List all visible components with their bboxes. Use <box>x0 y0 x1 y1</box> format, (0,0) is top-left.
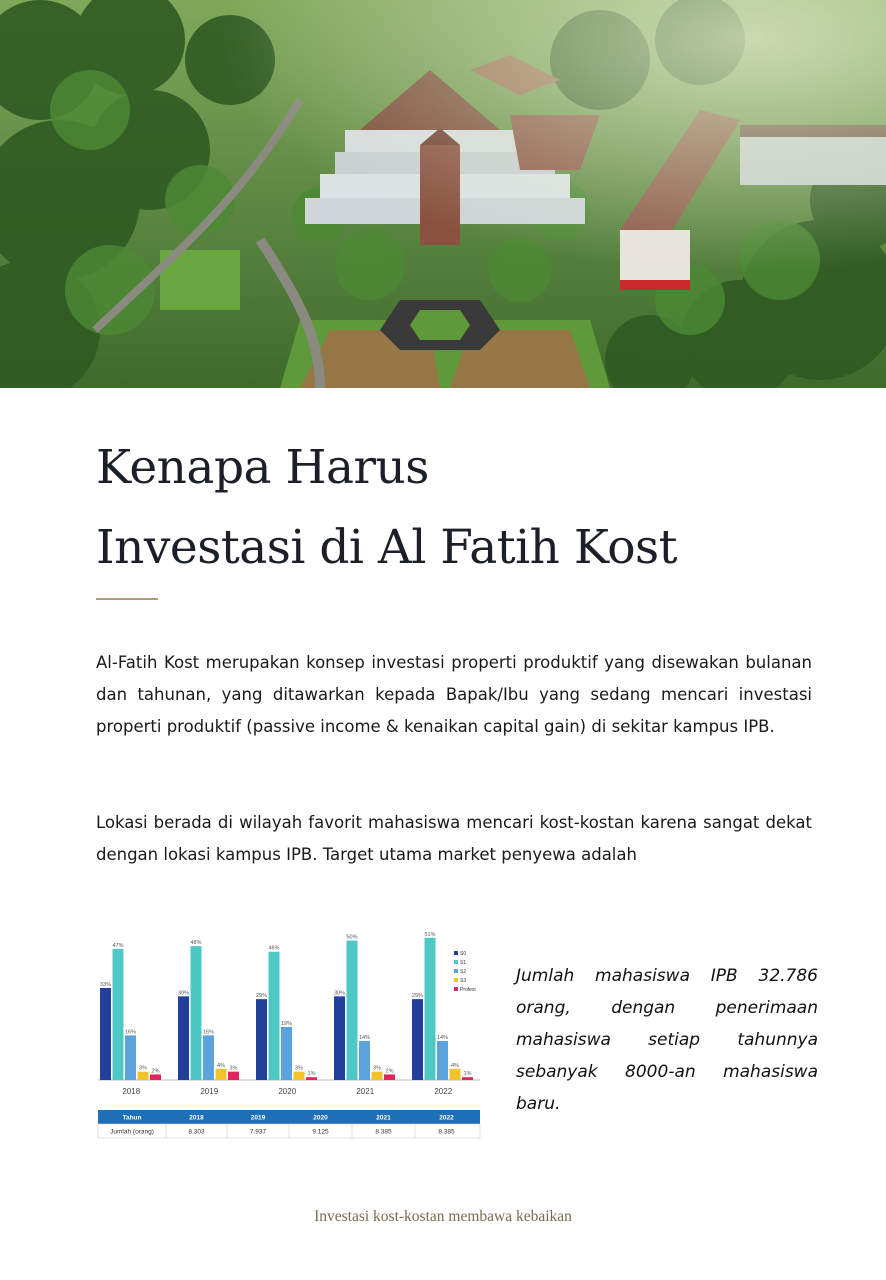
bar-s1-2020 <box>269 952 280 1080</box>
bar-s0-2020 <box>256 999 267 1080</box>
data-label: 14% <box>358 1034 371 1041</box>
category-label-2019: 2019 <box>200 1087 219 1096</box>
data-label: 2% <box>151 1068 160 1075</box>
bar-s0-2022 <box>412 999 423 1080</box>
data-label: 4% <box>451 1062 459 1069</box>
legend-label-s2: S2 <box>460 969 467 975</box>
table-cell: 8.385 <box>438 1128 455 1136</box>
table-header-cell: 2018 <box>189 1114 204 1122</box>
title-line-1: Kenapa Harus <box>96 440 429 495</box>
bar-profesi-2019 <box>228 1072 239 1080</box>
data-label: 16% <box>202 1029 215 1036</box>
data-label: 16% <box>124 1029 137 1036</box>
data-label: 46% <box>268 945 280 952</box>
bar-s2-2021 <box>359 1041 370 1080</box>
table-header-cell: 2020 <box>313 1114 328 1122</box>
data-label: 30% <box>177 990 190 997</box>
bar-s1-2018 <box>113 949 124 1080</box>
bar-profesi-2021 <box>384 1074 395 1080</box>
legend-label-s3: S3 <box>460 978 467 984</box>
table-cell: 7.937 <box>249 1128 267 1136</box>
data-label: 3% <box>229 1065 238 1072</box>
table-cell: 8.303 <box>188 1128 205 1136</box>
bar-s2-2018 <box>125 1035 136 1080</box>
bar-s2-2020 <box>281 1027 292 1080</box>
data-label: 1% <box>307 1071 316 1078</box>
bar-s3-2022 <box>450 1069 461 1080</box>
table-header-cell: Tahun <box>122 1114 142 1122</box>
legend-label-profesi: Profesi <box>460 987 476 993</box>
legend-swatch-profesi <box>454 987 458 991</box>
campus-aerial-photo <box>0 0 886 388</box>
legend-label-s0: S0 <box>460 951 467 957</box>
data-label: 3% <box>139 1065 147 1072</box>
bar-s2-2022 <box>437 1041 448 1080</box>
table-header-cell: 2021 <box>376 1114 391 1122</box>
data-label: 50% <box>346 934 358 941</box>
bar-s2-2019 <box>203 1035 214 1080</box>
bar-s1-2019 <box>191 946 202 1080</box>
data-label: 48% <box>190 940 202 947</box>
table-header-bg <box>98 1110 480 1124</box>
legend-swatch-s2 <box>454 969 458 973</box>
bar-s3-2019 <box>216 1069 227 1080</box>
data-label: 3% <box>295 1065 303 1072</box>
bar-s3-2021 <box>372 1072 383 1080</box>
data-label: 19% <box>280 1021 293 1028</box>
legend-swatch-s3 <box>454 978 458 982</box>
category-label-2018: 2018 <box>122 1087 141 1096</box>
table-cell: Jumlah (orang) <box>110 1128 154 1136</box>
legend-swatch-s0 <box>454 951 458 955</box>
category-label-2022: 2022 <box>434 1087 453 1096</box>
data-label: 3% <box>373 1065 381 1072</box>
category-label-2021: 2021 <box>356 1087 375 1096</box>
data-label: 47% <box>112 942 124 949</box>
title-line-2: Investasi di Al Fatih Kost <box>96 520 678 575</box>
table-header-cell: 2019 <box>250 1114 266 1122</box>
legend-label-s1: S1 <box>460 960 467 966</box>
bar-s3-2018 <box>138 1072 149 1080</box>
data-label: 29% <box>411 993 424 1000</box>
page-title <box>96 428 677 588</box>
data-label: 33% <box>99 981 112 988</box>
data-label: 30% <box>333 990 346 997</box>
bar-s1-2021 <box>347 941 358 1080</box>
bar-s0-2018 <box>100 988 111 1080</box>
bar-s0-2019 <box>178 996 189 1080</box>
data-label: 4% <box>217 1062 225 1069</box>
intro-paragraph: Al-Fatih Kost merupakan konsep investasi properti produktif yang disewakan bulanan dan tahunan, yang ditawarkan kepada Bapak/Ibu yang sedang mencari investasi properti produktif (passive income & kenaikan capital gain) di sekitar kampus IPB. <box>96 653 812 736</box>
bar-s1-2022 <box>425 938 436 1080</box>
data-label: 2% <box>385 1068 394 1075</box>
footer-tagline: Investasi kost-kostan membawa kebaikan <box>314 1208 572 1225</box>
bar-profesi-2020 <box>306 1077 317 1080</box>
student-chart <box>94 925 486 1145</box>
student-chart-svg <box>94 925 486 1145</box>
table-cell: 8.385 <box>375 1128 392 1136</box>
table-header-cell: 2022 <box>439 1114 454 1122</box>
bar-s3-2020 <box>294 1072 305 1080</box>
data-label: 29% <box>255 993 268 1000</box>
title-divider <box>96 598 158 600</box>
category-label-2020: 2020 <box>278 1087 297 1096</box>
bar-s0-2021 <box>334 996 345 1080</box>
data-label: 1% <box>463 1071 472 1078</box>
bar-profesi-2018 <box>150 1074 161 1080</box>
bar-profesi-2022 <box>462 1077 473 1080</box>
table-cell: 9.125 <box>312 1128 329 1136</box>
data-label: 51% <box>424 931 436 938</box>
legend-swatch-s1 <box>454 960 458 964</box>
student-count-note: Jumlah mahasiswa IPB 32.786 orang, dengan penerimaan mahasiswa setiap tahunnya sebanyak 8000-an mahasiswa baru. <box>516 966 818 1114</box>
location-paragraph: Lokasi berada di wilayah favorit mahasiswa mencari kost-kostan karena sangat dekat dengan lokasi kampus IPB. Target utama market penyewa adalah <box>96 813 812 864</box>
data-label: 14% <box>436 1034 449 1041</box>
